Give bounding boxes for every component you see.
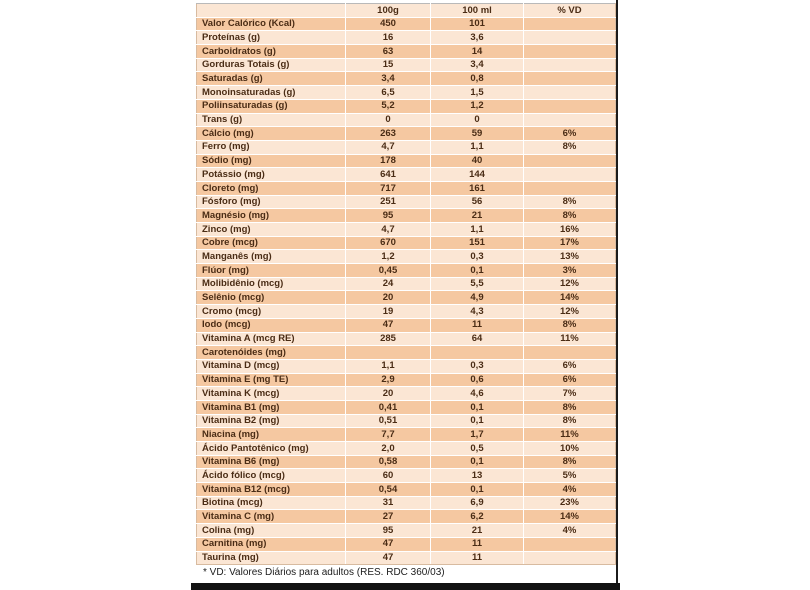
- table-row: [197, 195, 616, 209]
- value-100ml: 1,1: [431, 223, 524, 237]
- table-row: [197, 305, 616, 319]
- value-100ml: 0,1: [431, 483, 524, 497]
- value-100g: 63: [346, 45, 431, 59]
- value-vd: 16%: [524, 223, 616, 237]
- table-row: [197, 264, 616, 278]
- value-100g: 670: [346, 236, 431, 250]
- value-100ml: 4,9: [431, 291, 524, 305]
- nutrient-name: Vitamina C (mg): [197, 510, 346, 524]
- table-row: [197, 181, 616, 195]
- nutrient-name: Manganês (mg): [197, 250, 346, 264]
- value-100ml: 13: [431, 469, 524, 483]
- table-row: [197, 209, 616, 223]
- value-100ml: 4,3: [431, 305, 524, 319]
- value-100g: 47: [346, 537, 431, 551]
- nutrient-name: Valor Calórico (Kcal): [197, 17, 346, 31]
- value-100g: 6,5: [346, 86, 431, 100]
- nutrient-name: Ácido fólico (mcg): [197, 469, 346, 483]
- value-100g: 3,4: [346, 72, 431, 86]
- table-row: [197, 168, 616, 182]
- value-100g: [346, 346, 431, 360]
- nutrient-name: Iodo (mcg): [197, 318, 346, 332]
- nutrient-name: Sódio (mg): [197, 154, 346, 168]
- table-row: [197, 455, 616, 469]
- value-vd: [524, 58, 616, 72]
- value-100g: 1,2: [346, 250, 431, 264]
- nutrient-name: Vitamina B2 (mg): [197, 414, 346, 428]
- nutrient-name: Biotina (mcg): [197, 496, 346, 510]
- value-vd: [524, 99, 616, 113]
- value-100ml: 21: [431, 524, 524, 538]
- value-100ml: 0,3: [431, 359, 524, 373]
- nutrient-name: Cálcio (mg): [197, 127, 346, 141]
- table-row: [197, 373, 616, 387]
- value-vd: [524, 45, 616, 59]
- nutrient-name: Potássio (mg): [197, 168, 346, 182]
- value-vd: [524, 551, 616, 565]
- nutrient-name: Ferro (mg): [197, 140, 346, 154]
- photo-right-edge: [616, 0, 618, 585]
- value-vd: 23%: [524, 496, 616, 510]
- value-vd: 11%: [524, 332, 616, 346]
- value-vd: [524, 17, 616, 31]
- table-row: [197, 483, 616, 497]
- value-vd: 8%: [524, 140, 616, 154]
- value-vd: [524, 113, 616, 127]
- value-100g: 178: [346, 154, 431, 168]
- nutrient-name: Vitamina D (mcg): [197, 359, 346, 373]
- value-100g: 4,7: [346, 140, 431, 154]
- value-vd: 12%: [524, 305, 616, 319]
- value-100g: 47: [346, 551, 431, 565]
- value-vd: 4%: [524, 524, 616, 538]
- table-row: [197, 250, 616, 264]
- value-100ml: 6,9: [431, 496, 524, 510]
- value-100g: 4,7: [346, 223, 431, 237]
- value-100g: 16: [346, 31, 431, 45]
- table-row: [197, 551, 616, 565]
- nutrient-name: Niacina (mg): [197, 428, 346, 442]
- value-100g: 0,54: [346, 483, 431, 497]
- table-row: [197, 17, 616, 31]
- header-100g: 100g: [346, 4, 431, 18]
- value-100ml: 56: [431, 195, 524, 209]
- table-row: [197, 86, 616, 100]
- value-100g: 31: [346, 496, 431, 510]
- nutrition-table-body: [197, 17, 616, 565]
- nutrient-name: Vitamina K (mcg): [197, 387, 346, 401]
- table-row: [197, 127, 616, 141]
- value-100g: 60: [346, 469, 431, 483]
- value-100g: 95: [346, 524, 431, 538]
- nutrient-name: Vitamina E (mg TE): [197, 373, 346, 387]
- nutrient-name: Taurina (mg): [197, 551, 346, 565]
- value-100ml: 0,8: [431, 72, 524, 86]
- value-100g: 24: [346, 277, 431, 291]
- value-100g: 251: [346, 195, 431, 209]
- nutrient-name: Flúor (mg): [197, 264, 346, 278]
- table-row: [197, 428, 616, 442]
- value-100ml: 4,6: [431, 387, 524, 401]
- nutrient-name: Cromo (mcg): [197, 305, 346, 319]
- nutrient-name: Carnitina (mg): [197, 537, 346, 551]
- header-nutrient: [197, 4, 346, 18]
- value-100ml: 64: [431, 332, 524, 346]
- value-vd: [524, 346, 616, 360]
- value-100ml: 0,3: [431, 250, 524, 264]
- table-row: [197, 442, 616, 456]
- value-100ml: 21: [431, 209, 524, 223]
- value-vd: 8%: [524, 195, 616, 209]
- value-vd: 8%: [524, 209, 616, 223]
- nutrient-name: Fósforo (mg): [197, 195, 346, 209]
- nutrient-name: Ácido Pantotênico (mg): [197, 442, 346, 456]
- table-row: [197, 236, 616, 250]
- value-100g: 95: [346, 209, 431, 223]
- vd-footnote: * VD: Valores Diários para adultos (RES. RDC 360/03): [203, 567, 445, 578]
- table-row: [197, 400, 616, 414]
- value-100ml: 0,1: [431, 414, 524, 428]
- value-vd: 17%: [524, 236, 616, 250]
- value-100g: 47: [346, 318, 431, 332]
- value-100ml: 0,1: [431, 400, 524, 414]
- table-row: [197, 45, 616, 59]
- table-row: [197, 99, 616, 113]
- value-100g: 19: [346, 305, 431, 319]
- header-vd: % VD: [524, 4, 616, 18]
- table-row: [197, 291, 616, 305]
- value-100g: 2,0: [346, 442, 431, 456]
- value-100ml: 11: [431, 537, 524, 551]
- nutrient-name: Gorduras Totais (g): [197, 58, 346, 72]
- nutrient-name: Vitamina A (mcg RE): [197, 332, 346, 346]
- nutrient-name: Carboidratos (g): [197, 45, 346, 59]
- value-100g: 0,45: [346, 264, 431, 278]
- value-100ml: 0,1: [431, 455, 524, 469]
- value-vd: 7%: [524, 387, 616, 401]
- value-vd: [524, 181, 616, 195]
- table-row: [197, 318, 616, 332]
- header-100ml: 100 ml: [431, 4, 524, 18]
- table-row: [197, 469, 616, 483]
- table-row: [197, 524, 616, 538]
- value-100ml: 5,5: [431, 277, 524, 291]
- nutrient-name: Poliinsaturadas (g): [197, 99, 346, 113]
- table-row: [197, 414, 616, 428]
- value-100ml: 0,6: [431, 373, 524, 387]
- value-100ml: 101: [431, 17, 524, 31]
- nutrient-name: Carotenóides (mg): [197, 346, 346, 360]
- value-100g: 263: [346, 127, 431, 141]
- value-vd: 8%: [524, 455, 616, 469]
- value-100ml: 1,7: [431, 428, 524, 442]
- nutrient-name: Proteínas (g): [197, 31, 346, 45]
- value-100g: 5,2: [346, 99, 431, 113]
- table-row: [197, 140, 616, 154]
- value-100ml: 11: [431, 551, 524, 565]
- nutrient-name: Selênio (mcg): [197, 291, 346, 305]
- value-100g: 15: [346, 58, 431, 72]
- value-100g: 0,41: [346, 400, 431, 414]
- value-100ml: 161: [431, 181, 524, 195]
- value-vd: [524, 31, 616, 45]
- table-row: [197, 31, 616, 45]
- nutrient-name: Monoinsaturadas (g): [197, 86, 346, 100]
- value-100ml: 0,5: [431, 442, 524, 456]
- value-100ml: 144: [431, 168, 524, 182]
- nutrient-name: Cobre (mcg): [197, 236, 346, 250]
- value-vd: [524, 154, 616, 168]
- value-100ml: [431, 346, 524, 360]
- nutrient-name: Colina (mg): [197, 524, 346, 538]
- value-vd: 6%: [524, 359, 616, 373]
- nutrient-name: Vitamina B12 (mcg): [197, 483, 346, 497]
- value-100g: 450: [346, 17, 431, 31]
- value-vd: 11%: [524, 428, 616, 442]
- table-row: [197, 510, 616, 524]
- value-100g: 20: [346, 387, 431, 401]
- value-vd: 13%: [524, 250, 616, 264]
- value-100g: 0,51: [346, 414, 431, 428]
- value-100ml: 1,2: [431, 99, 524, 113]
- value-vd: 3%: [524, 264, 616, 278]
- nutrient-name: Molibidênio (mcg): [197, 277, 346, 291]
- value-100g: 7,7: [346, 428, 431, 442]
- value-vd: [524, 168, 616, 182]
- value-100ml: 1,1: [431, 140, 524, 154]
- value-100g: 0,58: [346, 455, 431, 469]
- value-100ml: 0,1: [431, 264, 524, 278]
- value-100g: 2,9: [346, 373, 431, 387]
- value-vd: 10%: [524, 442, 616, 456]
- value-100ml: 1,5: [431, 86, 524, 100]
- nutrient-name: Cloreto (mg): [197, 181, 346, 195]
- value-vd: 5%: [524, 469, 616, 483]
- value-100g: 717: [346, 181, 431, 195]
- nutrient-name: Zinco (mg): [197, 223, 346, 237]
- nutrient-name: Vitamina B6 (mg): [197, 455, 346, 469]
- table-row: [197, 387, 616, 401]
- value-vd: 12%: [524, 277, 616, 291]
- value-100ml: 40: [431, 154, 524, 168]
- table-row: [197, 332, 616, 346]
- value-100g: 1,1: [346, 359, 431, 373]
- table-row: [197, 359, 616, 373]
- nutrient-name: Saturadas (g): [197, 72, 346, 86]
- value-vd: [524, 72, 616, 86]
- value-vd: 8%: [524, 400, 616, 414]
- value-100ml: 151: [431, 236, 524, 250]
- value-100g: 641: [346, 168, 431, 182]
- value-100ml: 3,4: [431, 58, 524, 72]
- table-row: [197, 154, 616, 168]
- value-100ml: 6,2: [431, 510, 524, 524]
- value-vd: 6%: [524, 373, 616, 387]
- value-100ml: 0: [431, 113, 524, 127]
- value-vd: 8%: [524, 414, 616, 428]
- value-100g: 20: [346, 291, 431, 305]
- nutrient-name: Trans (g): [197, 113, 346, 127]
- value-vd: 14%: [524, 510, 616, 524]
- value-100g: 0: [346, 113, 431, 127]
- value-vd: 6%: [524, 127, 616, 141]
- nutrition-table: [196, 3, 616, 565]
- table-row: [197, 346, 616, 360]
- table-row: [197, 223, 616, 237]
- table-header-row: [197, 4, 616, 18]
- value-100g: 285: [346, 332, 431, 346]
- value-vd: [524, 537, 616, 551]
- table-row: [197, 72, 616, 86]
- photo-bottom-bar: [191, 583, 620, 590]
- value-100ml: 3,6: [431, 31, 524, 45]
- nutrient-name: Magnésio (mg): [197, 209, 346, 223]
- value-100ml: 11: [431, 318, 524, 332]
- value-vd: 4%: [524, 483, 616, 497]
- table-row: [197, 496, 616, 510]
- value-vd: 8%: [524, 318, 616, 332]
- value-vd: 14%: [524, 291, 616, 305]
- table-row: [197, 537, 616, 551]
- table-row: [197, 58, 616, 72]
- table-row: [197, 113, 616, 127]
- value-100ml: 59: [431, 127, 524, 141]
- table-row: [197, 277, 616, 291]
- value-100ml: 14: [431, 45, 524, 59]
- value-100g: 27: [346, 510, 431, 524]
- value-vd: [524, 86, 616, 100]
- nutrient-name: Vitamina B1 (mg): [197, 400, 346, 414]
